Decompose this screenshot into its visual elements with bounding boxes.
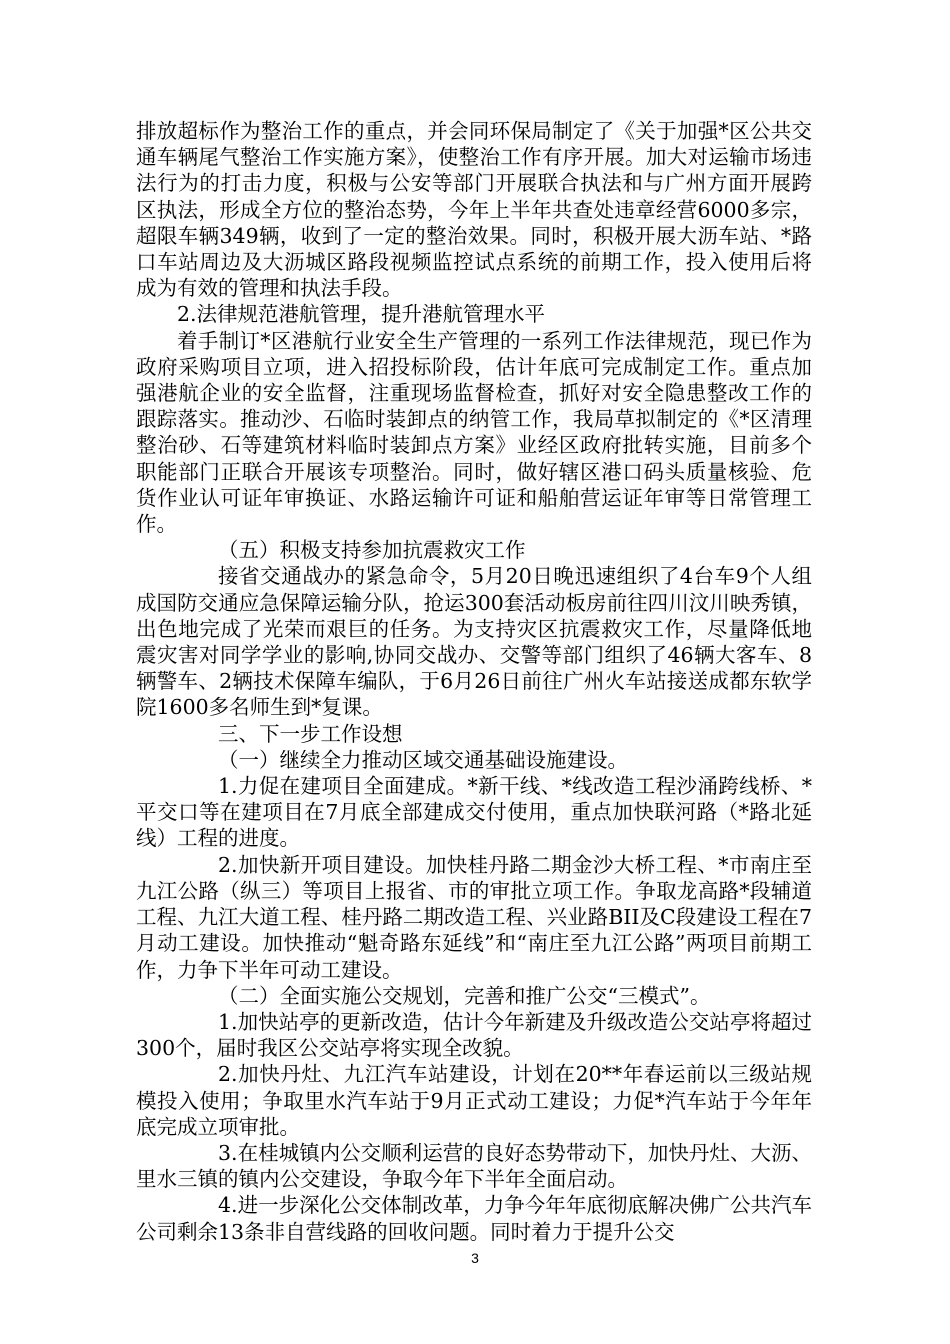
paragraph-continuation: 排放超标作为整治工作的重点，并会同环保局制定了《关于加强*区公共交通车辆尾气整治工作实施方案》，使整治工作有序开展。加大对运输市场违法行为的打击力度，积极与公安等部门开展联合执法和与广州方面开展跨区执法，形成全方位的整治态势，今年上半年共查处违章经营6000多宗，超限车辆349辆，收到了一定的整治效果。同时，积极开展大沥车站、*路口车站周边及大沥城区路段视频监控试点系统的前期工作，投入使用后将成为有效的管理和执法手段。 xyxy=(136,119,812,301)
page-number: 3 xyxy=(471,1250,479,1266)
paragraph-earthquake-relief: 接省交通战办的紧急命令，5月20日晚迅速组织了4台车9个人组成国防交通应急保障运输分队，抢运300套活动板房前往四川汶川映秀镇，出色地完成了光荣而艰巨的任务。为支持灾区抗震救灾工作，尽量降低地震灾害对同学学业的影响,协同交战办、交警等部门组织了46辆大客车、8辆警车、2辆技术保障车编队，于6月26日前往广州火车站接送成都东软学院1600多名师生到*复课。 xyxy=(136,564,812,720)
list-item-bus-shelters: 1.加快站亭的更新改造，估计今年新建及升级改造公交站亭将超过300个，届时我区公交站亭将实现全改貌。 xyxy=(136,1009,812,1061)
subheading-infrastructure: （一）继续全力推动区域交通基础设施建设。 xyxy=(218,747,628,772)
list-item-transit-reform: 4.进一步深化公交体制改革，力争今年年底彻底解决佛广公共汽车公司剩余13条非自营线路的回收问题。同时着力于提升公交 xyxy=(136,1193,812,1244)
subheading-public-transit: （二）全面实施公交规划，完善和推广公交“三模式”。 xyxy=(218,983,711,1008)
subheading-earthquake-relief: （五）积极支持参加抗震救灾工作 xyxy=(218,538,526,563)
list-item-ongoing-projects: 1.力促在建项目全面建成。*新干线、*线改造工程沙涌跨线桥、*平交口等在建项目在7月底全部建成交付使用，重点加快联河路（*路北延线）工程的进度。 xyxy=(136,774,812,851)
list-item-bus-stations: 2.加快丹灶、九江汽车站建设，计划在20**年春运前以三级站规模投入使用；争取里水汽车站于9月正式动工建设；力促*汽车站于今年年底完成立项审批。 xyxy=(136,1062,812,1139)
document-body xyxy=(136,118,812,1245)
subheading-port-management: 2.法律规范港航管理，提升港航管理水平 xyxy=(177,302,546,327)
list-item-town-bus: 3.在桂城镇内公交顺利运营的良好态势带动下，加快丹灶、大沥、里水三镇的镇内公交建设，争取今年下半年全面启动。 xyxy=(136,1140,812,1192)
section-heading-next-steps: 三、下一步工作设想 xyxy=(218,721,403,746)
paragraph-port-regulation: 着手制订*区港航行业安全生产管理的一系列工作法律规范，现已作为政府采购项目立项，进入招投标阶段，估计年底可完成制定工作。重点加强港航企业的安全监督，注重现场监督检查，抓好对安全隐患整改工作的跟踪落实。推动沙、石临时装卸点的纳管工作，我局草拟制定的《*区清理整治砂、石等建筑材料临时装卸点方案》业经区政府批转实施，目前多个职能部门正联合开展该专项整治。同时，做好辖区港口码头质量核验、危货作业认可证年审换证、水路运输许可证和船舶营运证年审等日常管理工作。 xyxy=(136,328,812,537)
list-item-new-projects: 2.加快新开项目建设。加快桂丹路二期金沙大桥工程、*市南庄至九江公路（纵三）等项目上报省、市的审批立项工作。争取龙高路*段辅道工程、九江大道工程、桂丹路二期改造工程、兴业路BII及C段建设工程在7月动工建设。加快推动“魁奇路东延线”和“南庄至九江公路”两项目前期工作，力争下半年可动工建设。 xyxy=(136,852,812,982)
